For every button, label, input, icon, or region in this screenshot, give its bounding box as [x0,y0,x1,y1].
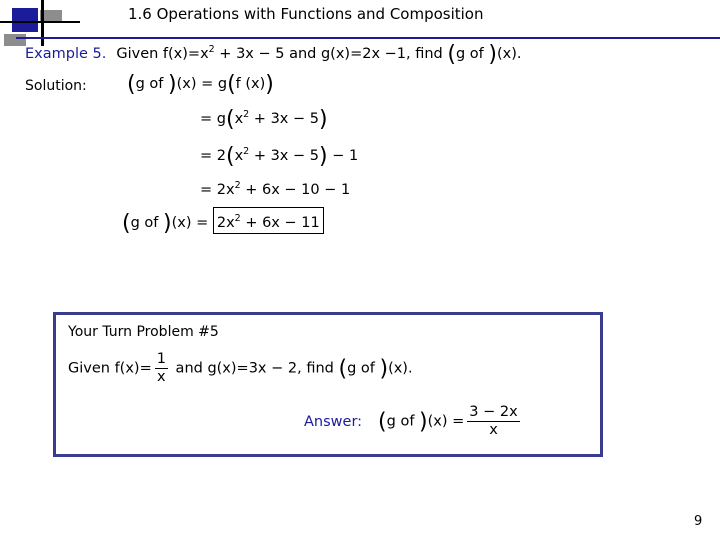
logo-vertical-line [41,0,44,46]
slide-title: 1.6 Operations with Functions and Composition [128,5,484,23]
inner-function: f (x) [235,76,266,92]
solution-final [122,207,324,234]
exponent: 2 [234,213,241,224]
logo-blue-square [12,8,38,32]
example-label: Example 5. [25,46,107,62]
step-text: (x) = g [176,76,228,92]
paren-open: ( [225,144,235,169]
exponent: 2 [243,146,250,157]
step-text: x [234,148,244,164]
exponent: 2 [243,109,250,120]
solution-step-2 [200,107,328,132]
fraction-numerator: 3 − 2x [469,404,518,420]
exponent: 2 [234,180,241,191]
step-text: = 2 [200,148,226,164]
your-turn-title: Your Turn Problem #5 [68,324,219,340]
example-statement [25,42,522,67]
boxed-answer [213,207,324,234]
example-paren-close: ) [488,42,497,67]
page-number: 9 [694,514,703,529]
example-rest: + 3x − 5 and g(x)=2x −1, find [214,46,448,62]
problem-text: (x). [388,360,413,377]
logo-horizontal-line [0,21,80,23]
step-text: = g [200,111,226,127]
solution-step-1 [127,72,274,97]
answer-label: Answer: [304,413,363,430]
step-text: + 3x − 5 [249,148,319,164]
your-turn-box [53,312,603,457]
fraction-denominator: x [489,422,498,438]
paren-close: ) [379,356,389,382]
composition-text: g of [130,215,163,231]
step-text: x [234,111,244,127]
step-text: − 1 [327,148,359,164]
paren-close: ) [419,409,428,435]
fraction-one-over-x [155,351,168,386]
paren-open: ( [338,356,348,382]
solution-step-3 [200,144,359,169]
paren-open: ( [122,211,131,236]
fraction-numerator: 1 [156,351,166,367]
solution-label: Solution: [25,78,87,94]
step-text: + 6x − 10 − 1 [240,182,351,198]
composition-text: g of [386,413,420,430]
paren-open: ( [227,72,236,97]
problem-text: and g(x)=3x − 2, find [170,360,339,377]
problem-text: Given f(x)= [68,360,152,377]
paren-close: ) [318,107,328,132]
fraction-denominator: x [157,369,166,385]
step-text: (x) = [171,215,213,231]
solution-step-4 [200,180,350,198]
answer-text: + 6x − 11 [240,215,320,231]
example-composition: g of [455,46,489,62]
paren-close: ) [163,211,172,236]
composition-text: g of [135,76,168,92]
paren-close: ) [265,72,274,97]
example-exponent: 2 [208,44,215,55]
step-text: = 2x [200,182,235,198]
title-rule [16,37,720,39]
your-turn-answer [304,404,523,439]
answer-text: (x) = [427,413,465,430]
paren-open: ( [225,107,235,132]
paren-open: ( [378,409,387,435]
example-given: Given f(x)=x [116,46,209,62]
example-arg: (x). [496,46,522,62]
paren-open: ( [127,72,136,97]
step-text: + 3x − 5 [249,111,319,127]
logo-grey-square-bottom [4,34,26,46]
composition-text: g of [347,360,380,377]
slide-logo [0,0,80,48]
example-paren-open: ( [447,42,456,67]
paren-close: ) [168,72,177,97]
answer-fraction [467,404,519,439]
your-turn-problem [68,351,413,386]
paren-close: ) [319,144,328,169]
answer-text: 2x [216,215,235,231]
